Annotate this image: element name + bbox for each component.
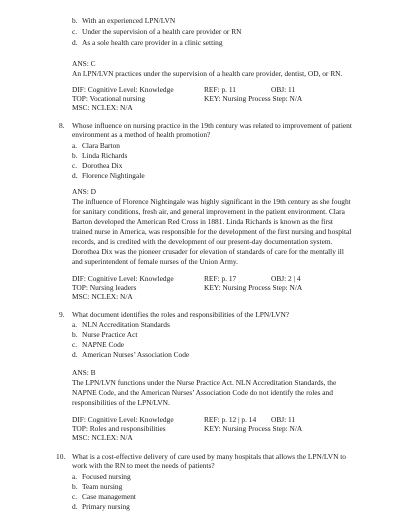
q9-stem-line: What document identifies the roles and responsibilities of the LPN/LVN? bbox=[72, 310, 290, 319]
q9-obj: OBJ: 11 bbox=[271, 415, 296, 424]
q8-rationale-line: The influence of Florence Nightingale was highly significant in the 19th century as she fought bbox=[72, 197, 351, 206]
q8-msc: MSC: NCLEX: N/A bbox=[72, 292, 133, 301]
q8-option-b-letter: b. bbox=[72, 151, 78, 160]
q10-option-b: Team nursing bbox=[82, 482, 123, 491]
q7-obj: OBJ: 11 bbox=[271, 85, 296, 94]
q7-answer: ANS: C bbox=[72, 59, 96, 68]
q7-option-b: With an experienced LPN/LVN bbox=[82, 16, 176, 25]
q8-top: TOP: Nursing leaders bbox=[72, 283, 137, 292]
q8-option-c: Dorothea Dix bbox=[82, 161, 123, 170]
q7-option-d: As a sole health care provider in a clinic setting bbox=[82, 38, 223, 47]
q10-stem-line: work with the RN to meet the needs of patients? bbox=[72, 461, 215, 470]
q7-option-c: Under the supervision of a health care provider or RN bbox=[82, 27, 242, 36]
q8-option-c-letter: c. bbox=[72, 161, 78, 170]
q9-rationale-line: The LPN/LVN functions under the Nurse Practice Act. NLN Accreditation Standards, the bbox=[72, 378, 337, 387]
q7-rationale-line: An LPN/LVN practices under the supervision of a health care provider, dentist, OD, or RN. bbox=[72, 69, 343, 78]
q9-option-d: American Nurses’ Association Code bbox=[82, 350, 190, 359]
q10-stem-line: What is a cost-effective delivery of care used by many hospitals that allows the LPN/LVN to bbox=[72, 452, 346, 461]
q10-number: 10. bbox=[56, 452, 66, 461]
q10-option-d-letter: d. bbox=[72, 502, 78, 511]
q7-msc: MSC: NCLEX: N/A bbox=[72, 103, 133, 112]
q8-option-a-letter: a. bbox=[72, 141, 78, 150]
q8-stem-line: Whose influence on nursing practice in the 19th century was related to improvement of patient bbox=[72, 121, 352, 130]
q7-option-c-letter: c. bbox=[72, 27, 78, 36]
q9-number: 9. bbox=[59, 310, 65, 319]
q9-option-d-letter: d. bbox=[72, 350, 78, 359]
q9-ref: REF: p. 12 | p. 14 bbox=[204, 415, 257, 424]
q7-option-b-letter: b. bbox=[72, 16, 78, 25]
q9-rationale-line: responsibilities of the LPN/LVN. bbox=[72, 398, 170, 407]
q8-rationale-line: Dorothea Dix was the pioneer crusader for elevation of standards of care for the mentally ill bbox=[72, 247, 344, 256]
q8-key: KEY: Nursing Process Step: N/A bbox=[204, 283, 303, 292]
q9-option-a-letter: a. bbox=[72, 320, 78, 329]
q7-key: KEY: Nursing Process Step: N/A bbox=[204, 94, 303, 103]
q8-option-d-letter: d. bbox=[72, 171, 78, 180]
q10-option-a: Focused nursing bbox=[82, 472, 131, 481]
q8-rationale-line: for sanitary conditions, fresh air, and general improvement in the patient environment. Clara bbox=[72, 207, 345, 216]
q8-rationale-line: trained nurse in America, was responsible for the development of the first nursing and hospital bbox=[72, 227, 352, 236]
q9-option-b: Nurse Practice Act bbox=[82, 330, 138, 339]
q7-ref: REF: p. 11 bbox=[204, 85, 236, 94]
q9-option-a: NLN Accreditation Standards bbox=[82, 320, 170, 329]
q10-option-c-letter: c. bbox=[72, 492, 78, 501]
q8-option-d: Florence Nightingale bbox=[82, 171, 145, 180]
q8-ref: REF: p. 17 bbox=[204, 274, 237, 283]
q8-rationale-line: and superintendent of female nurses of the Union Army. bbox=[72, 257, 238, 266]
q9-dif: DIF: Cognitive Level: Knowledge bbox=[72, 415, 174, 424]
q7-top: TOP: Vocational nursing bbox=[72, 94, 146, 103]
q9-key: KEY: Nursing Process Step: N/A bbox=[204, 424, 303, 433]
q8-number: 8. bbox=[59, 121, 65, 130]
q8-dif: DIF: Cognitive Level: Knowledge bbox=[72, 274, 174, 283]
q9-rationale-line: NAPNE Code, and the American Nurses’ Association Code do not identify the roles and bbox=[72, 388, 333, 397]
q8-option-a: Clara Barton bbox=[82, 141, 120, 150]
q8-stem-line: environment as a method of health promotion? bbox=[72, 130, 211, 139]
q9-option-c: NAPNE Code bbox=[82, 340, 125, 349]
q8-option-b: Linda Richards bbox=[82, 151, 128, 160]
q10-option-d: Primary nursing bbox=[82, 502, 130, 511]
q10-option-b-letter: b. bbox=[72, 482, 78, 491]
q10-option-a-letter: a. bbox=[72, 472, 78, 481]
q9-top: TOP: Roles and responsibilities bbox=[72, 424, 166, 433]
q8-obj: OBJ: 2 | 4 bbox=[271, 274, 301, 283]
q7-option-d-letter: d. bbox=[72, 38, 78, 47]
q9-msc: MSC: NCLEX: N/A bbox=[72, 433, 133, 442]
q9-option-b-letter: b. bbox=[72, 330, 78, 339]
q7-dif: DIF: Cognitive Level: Knowledge bbox=[72, 85, 174, 94]
q8-answer: ANS: D bbox=[72, 187, 97, 196]
q8-rationale-line: records, and is credited with the development of our present-day documentation system. bbox=[72, 237, 333, 246]
q8-rationale-line: Barton developed the American Red Cross in 1881. Linda Richards is known as the first bbox=[72, 217, 333, 226]
q9-answer: ANS: B bbox=[72, 368, 96, 377]
q10-option-c: Case management bbox=[82, 492, 136, 501]
q9-option-c-letter: c. bbox=[72, 340, 78, 349]
